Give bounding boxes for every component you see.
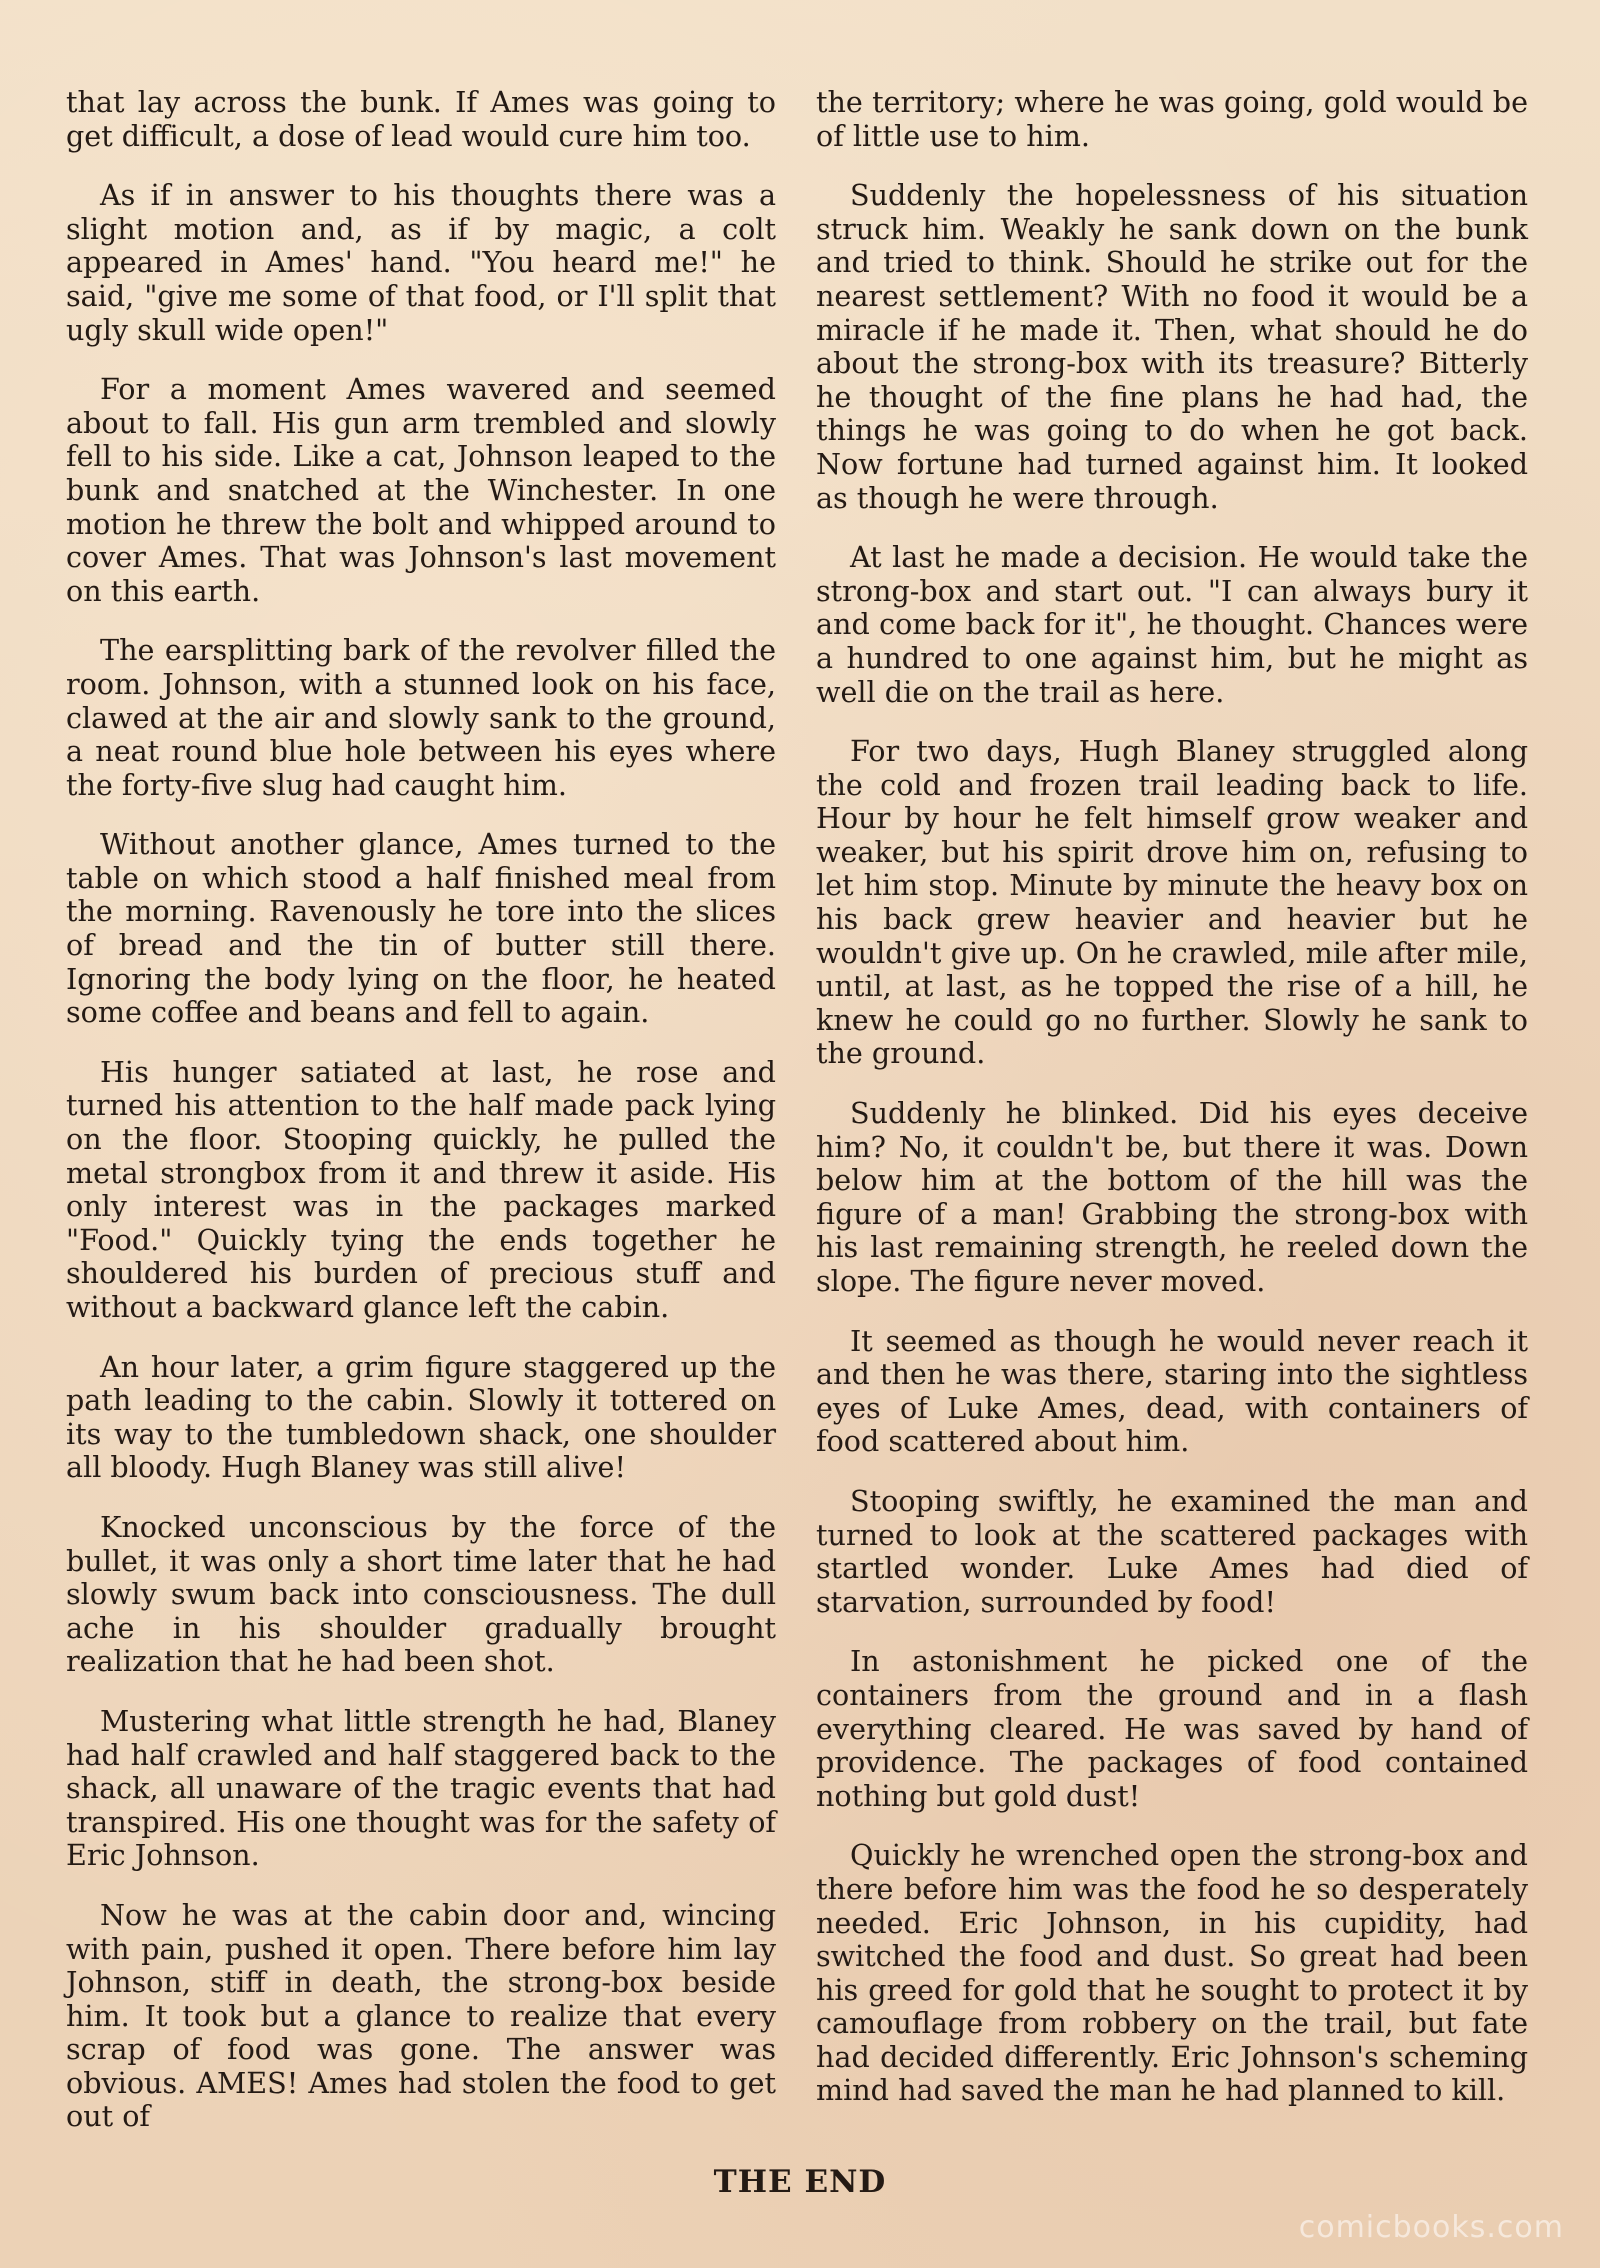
paragraph: Without another glance, Ames turned to the table on which stood a half finished meal from the morning. Ravenously he tore into the slices of bread and the tin of butter still there. Ignoring the body lying on the floor, he heated some coffee and beans and fell to again. — [66, 827, 776, 1030]
right-column — [816, 86, 1528, 2108]
paragraph: Now he was at the cabin door and, wincing with pain, pushed it open. There before him lay Johnson, stiff in death, the strong-box beside him. It took but a glance to realize that every scrap of food was gone. The answer was obvious. AMES! Ames had stolen the food to get out of — [66, 1897, 776, 2134]
the-end-heading: THE END — [713, 2164, 887, 2200]
paragraph: Suddenly the hopelessness of his situation struck him. Weakly he sank down on the bunk and tried to think. Should he strike out for the nearest settlement? With no food it would be a miracle if he made it. Then, what should he do about the strong-box with its treasure? Bitterly he thought of the fine plans he had had, the things he was going to do when he got back. Now fortune had turned against him. It looked as though he were through. — [816, 178, 1528, 515]
watermark: comicbooks.com — [1298, 2210, 1564, 2245]
paragraph: For a moment Ames wavered and seemed about to fall. His gun arm trembled and slowly fell to his side. Like a cat, Johnson leaped to the bunk and snatched at the Winchester. In one motion he threw the bolt and whipped around to cover Ames. That was Johnson's last movement on this earth. — [66, 372, 776, 608]
paragraph: His hunger satiated at last, he rose and turned his attention to the half made pack lying on the floor. Stooping quickly, he pulled the metal strongbox from it and threw it aside. His only interest was in the packages marked "Food." Quickly tying the ends together he shouldered his burden of precious stuff and without a backward glance left the cabin. — [66, 1054, 776, 1324]
paragraph: In astonishment he picked one of the containers from the ground and in a flash everything cleared. He was saved by hand of providence. The packages of food contained nothing but gold dust! — [816, 1644, 1528, 1813]
paragraph: Stooping swiftly, he examined the man and turned to look at the scattered packages with startled wonder. Luke Ames had died of starvation, surrounded by food! — [816, 1483, 1528, 1619]
paragraph: Knocked unconscious by the force of the bullet, it was only a short time later that he had slowly swum back into consciousness. The dull ache in his shoulder gradually brought realization that he had been shot. — [66, 1509, 776, 1679]
paragraph: An hour later, a grim figure staggered up the path leading to the cabin. Slowly it tottered on its way to the tumbledown shack, one shoulder all bloody. Hugh Blaney was still alive! — [66, 1349, 776, 1485]
left-column — [66, 86, 776, 2134]
paragraph: For two days, Hugh Blaney struggled along the cold and frozen trail leading back to life. Hour by hour he felt himself grow weaker and weaker, but his spirit drove him on, refusing to let him stop. Minute by minute the heavy box on his back grew heavier and heavier but he wouldn't give up. On he crawled, mile after mile, until, at last, as he topped the rise of a hill, he knew he could go no further. Slowly he sank to the ground. — [816, 734, 1528, 1071]
paragraph: At last he made a decision. He would take the strong-box and start out. "I can always bury it and come back for it", he thought. Chances were a hundred to one against him, but he might as well die on the trail as here. — [816, 540, 1528, 709]
paragraph: Quickly he wrenched open the strong-box and there before him was the food he so desperately needed. Eric Johnson, in his cupidity, had switched the food and dust. So great had been his greed for gold that he sought to protect it by camouflage from robbery on the trail, but fate had decided differently. Eric Johnson's scheming mind had saved the man he had planned to kill. — [816, 1838, 1528, 2108]
paragraph: As if in answer to his thoughts there was a slight motion and, as if by magic, a colt appeared in Ames' hand. "You heard me!" he said, "give me some of that food, or I'll split that ugly skull wide open!" — [66, 178, 776, 347]
paragraph: the territory; where he was going, gold would be of little use to him. — [816, 85, 1528, 153]
paragraph: The earsplitting bark of the revolver filled the room. Johnson, with a stunned look on his face, clawed at the air and slowly sank to the ground, a neat round blue hole between his eyes where the forty-five slug had caught him. — [66, 633, 776, 802]
paragraph: that lay across the bunk. If Ames was going to get difficult, a dose of lead would cure him too. — [66, 85, 776, 153]
paragraph: Suddenly he blinked. Did his eyes deceive him? No, it couldn't be, but there it was. Down below him at the bottom of the hill was the figure of a man! Grabbing the strong-box with his last remaining strength, he reeled down the slope. The figure never moved. — [816, 1096, 1528, 1298]
paragraph: It seemed as though he would never reach it and then he was there, staring into the sightless eyes of Luke Ames, dead, with containers of food scattered about him. — [816, 1323, 1528, 1459]
paragraph: Mustering what little strength he had, Blaney had half crawled and half staggered back to the shack, all unaware of the tragic events that had transpired. His one thought was for the safety of Eric Johnson. — [66, 1703, 776, 1873]
